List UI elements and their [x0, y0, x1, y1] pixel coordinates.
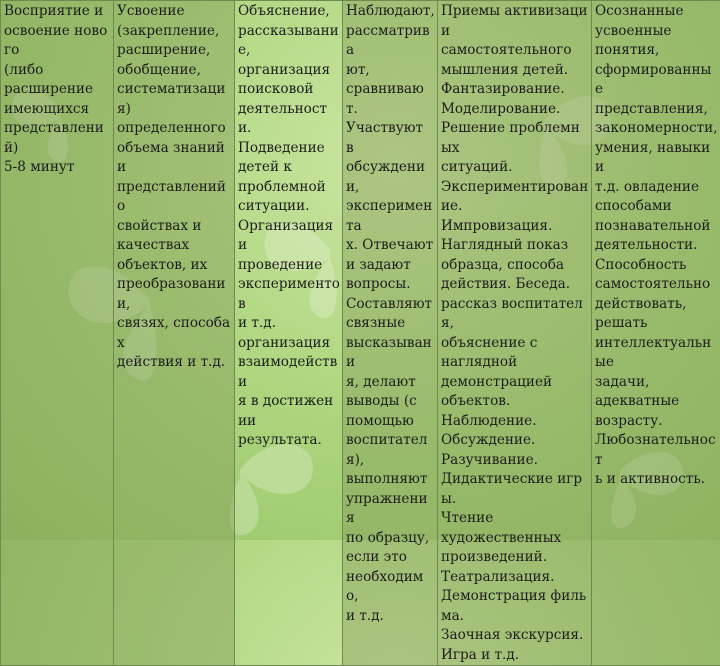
- table-cell-methods: Приемы активизации самостоятельного мышления детей. Фантазирование. Моделирование. Решение проблемных ситуаций. Экспериментирование. Импровизация. Наглядный показ образца, способа действия. Беседа. рассказ воспитателя, объяснение с наглядной демонстрацией объектов. Наблюдение. Обсуждение. Разучивание. Дидактические игры. Чтение художественных произведений. Театрализация. Демонстрация фильма. Заочная экскурсия. Игра и т.д.: [438, 1, 592, 666]
- table-cell-teacher-activity: Объяснение, рассказывание, организация поисковой деятельности. Подведение детей к проблемной ситуации. Организация и проведение экспериментов и т.д. организация взаимодействи я в достижении результата.: [235, 1, 343, 666]
- table-cell-stage: Восприятие и освоение нового (либо расширение имеющихся представлений) 5-8 минут: [1, 1, 114, 666]
- table-cell-result: Осознанные усвоенные понятия, сформированные представления, закономерности, умения, навыки и т.д. овладение способами познавательной деятельности. Способность самостоятельно действовать, решать интеллектуальные задачи, адекватные возрасту. Любознательност ь и активность.: [592, 1, 720, 666]
- table-cell-task: Усвоение (закрепление, расширение, обобщение, систематизация) определенного объема знаний и представлений о свойствах и качествах объектов, их преобразовании, связях, способах действия и т.д.: [114, 1, 235, 666]
- table-row: [1, 1, 720, 666]
- table-cell-children-activity: Наблюдают, рассматрива ют, сравнивают. Участвуют в обсуждении, эксперимента х. Отвечают и задают вопросы. Составляют связные высказывани я, делают выводы (с помощью воспитателя), выполняют упражнения по образцу, если это необходимо, и т.д.: [343, 1, 438, 666]
